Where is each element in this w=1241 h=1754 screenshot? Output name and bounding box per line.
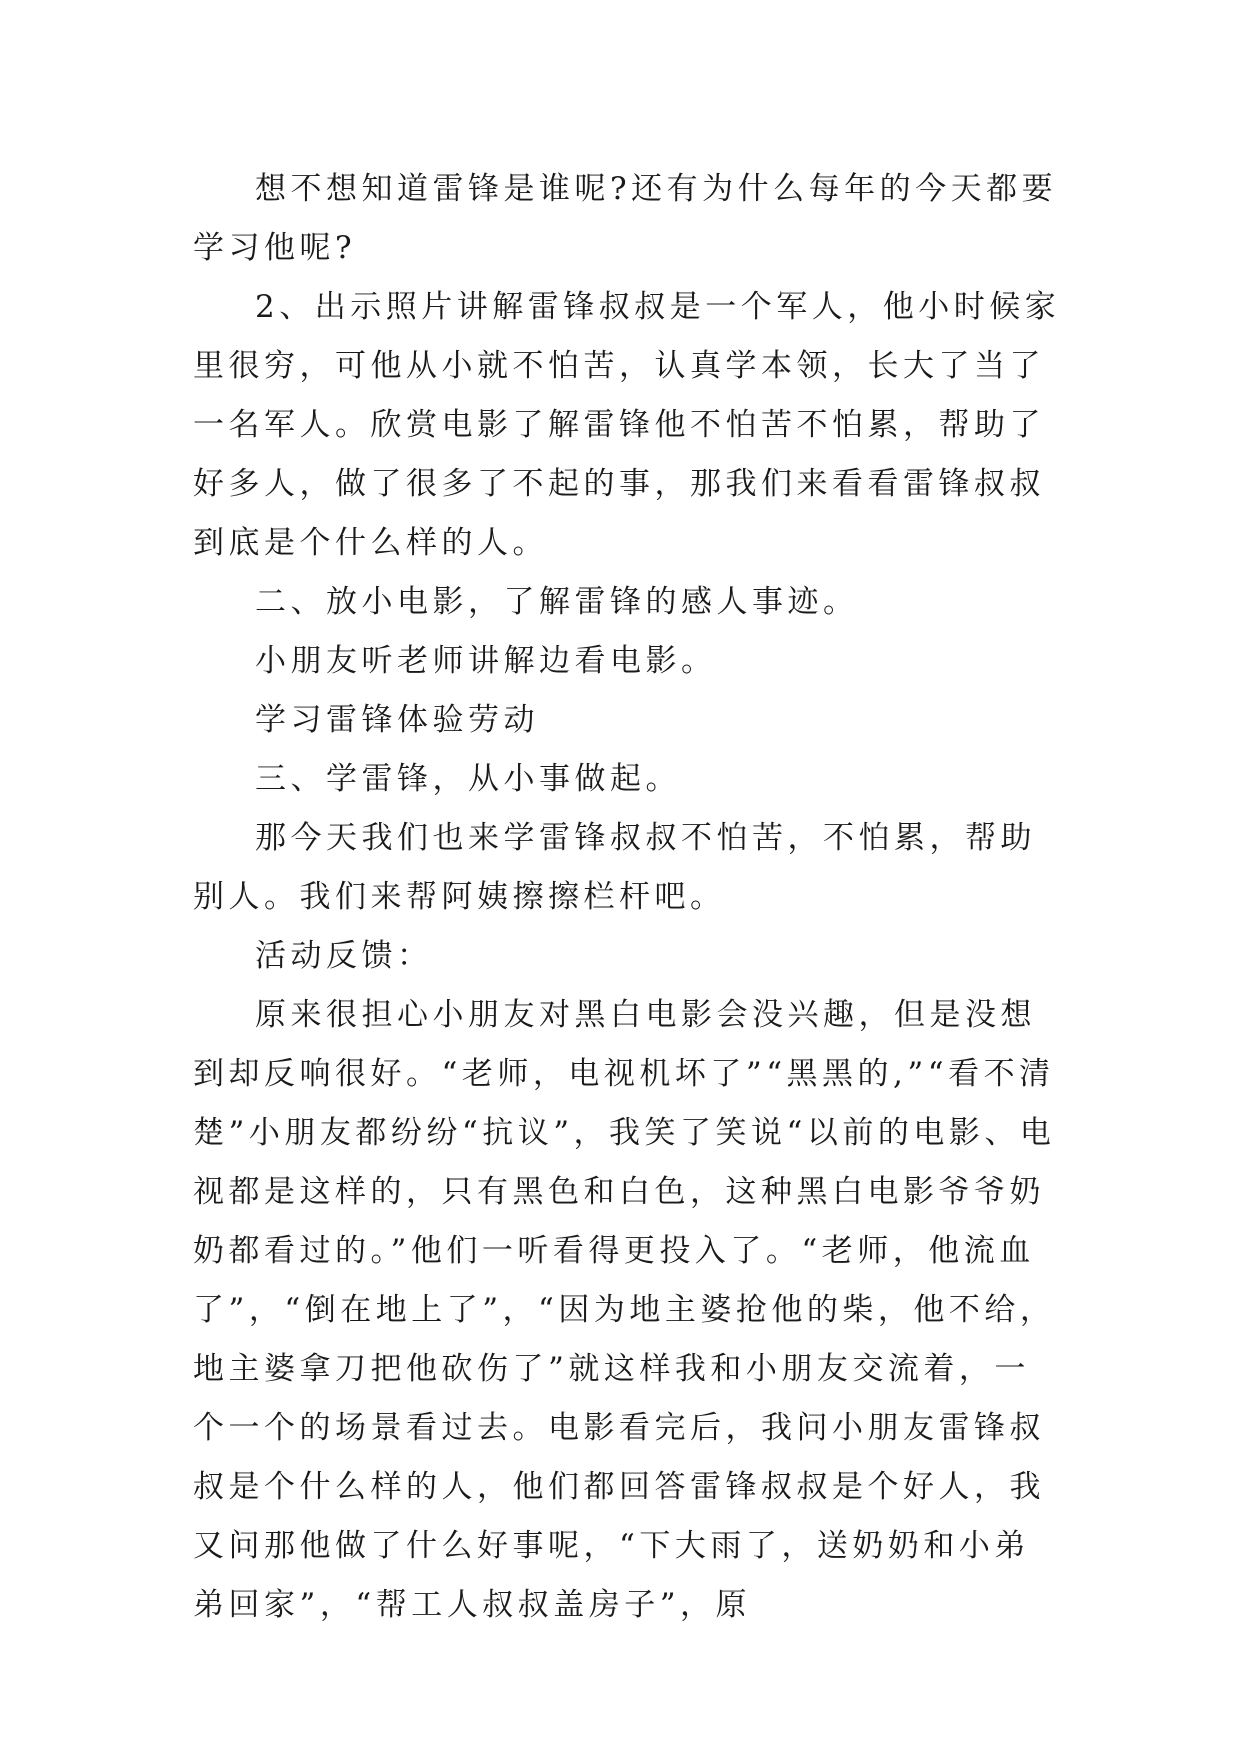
paragraph-intro-question: 想不想知道雷锋是谁呢?还有为什么每年的今天都要学习他呢? xyxy=(193,171,1058,266)
paragraph-section-three-heading: 三、学雷锋，从小事做起。 xyxy=(255,761,681,797)
paragraph-watch-movie: 小朋友听老师讲解边看电影。 xyxy=(255,643,717,679)
document-body xyxy=(193,160,1063,1635)
paragraph-show-photo: 2、出示照片讲解雷锋叔叔是一个军人，他小时候家里很穷，可他从小就不怕苦，认真学本领，长大了当了一名军人。欣赏电影了解雷锋他不怕苦不怕累，帮助了好多人，做了很多了不起的事，那我们来看看雷锋叔叔到底是个什么样的人。 xyxy=(193,289,1061,561)
paragraph-feedback-heading: 活动反馈： xyxy=(255,938,433,974)
paragraph-labor-experience: 学习雷锋体验劳动 xyxy=(255,702,539,738)
paragraph-feedback-body: 原来很担心小朋友对黑白电影会没兴趣，但是没想到却反响很好。“老师，电视机坏了”“黑黑的,”“看不清楚”小朋友都纷纷“抗议”，我笑了笑说“以前的电影、电视都是这样的，只有黑色和白色，这种黑白电影爷爷奶奶都看过的。”他们一听看得更投入了。“老师，他流血了”，“倒在地上了”，“因为地主婆抢他的柴，他不给，地主婆拿刀把他砍伤了”就这样我和小朋友交流着，一个一个的场景看过去。电影看完后，我问小朋友雷锋叔叔是个什么样的人，他们都回答雷锋叔叔是个好人，我又问那他做了什么好事呢，“下大雨了，送奶奶和小弟弟回家”，“帮工人叔叔盖房子”，原 xyxy=(193,997,1056,1623)
paragraph-section-two-heading: 二、放小电影，了解雷锋的感人事迹。 xyxy=(255,584,859,620)
paragraph-help-others: 那今天我们也来学雷锋叔叔不怕苦，不怕累，帮助别人。我们来帮阿姨擦擦栏杆吧。 xyxy=(193,820,1036,915)
